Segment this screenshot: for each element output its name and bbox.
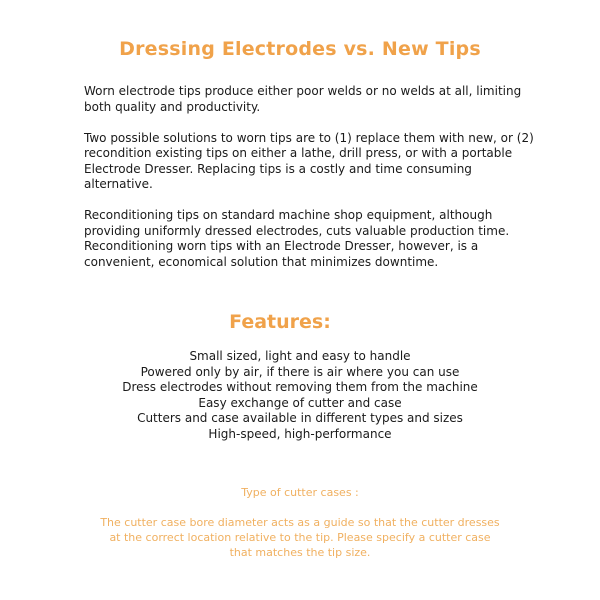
intro-paragraph-solutions: Two possible solutions to worn tips are to (1) replace them with new, or (2) recondition existing tips on either a lathe, drill press, or with a portable Electrode Dresser. Replacing tips is a costly and time consuming alternative. — [84, 130, 534, 191]
features-heading: Features: — [229, 311, 331, 333]
feature-item: Easy exchange of cutter and case — [198, 395, 402, 410]
feature-item: High-speed, high-performance — [208, 426, 392, 441]
feature-item: Powered only by air, if there is air where you can use — [140, 364, 460, 379]
feature-item: Small sized, light and easy to handle — [189, 349, 411, 363]
feature-item: Dress electrodes without removing them from the machine — [122, 380, 478, 394]
intro-section — [84, 84, 544, 286]
intro-paragraph-worn-tips: Worn electrode tips produce either poor welds or no welds at all, limiting both quality and productivity. — [84, 84, 522, 114]
features-list — [0, 349, 600, 442]
page-title: Dressing Electrodes vs. New Tips — [119, 38, 481, 60]
cutter-cases-description: The cutter case bore diameter acts as a guide so that the cutter dresses at the correct location relative to the tip. Please specify a cutter case that matches the tip size. — [100, 516, 500, 559]
intro-paragraph-reconditioning: Reconditioning tips on standard machine shop equipment, although providing uniformly dressed electrodes, cuts valuable production time. Reconditioning worn tips with an Electrode Dresser, however, is a convenient, economical solution that minimizes downtime. — [84, 208, 510, 269]
feature-item: Cutters and case available in different types and sizes — [137, 411, 463, 425]
cutter-cases-title: Type of cutter cases : — [241, 486, 359, 499]
